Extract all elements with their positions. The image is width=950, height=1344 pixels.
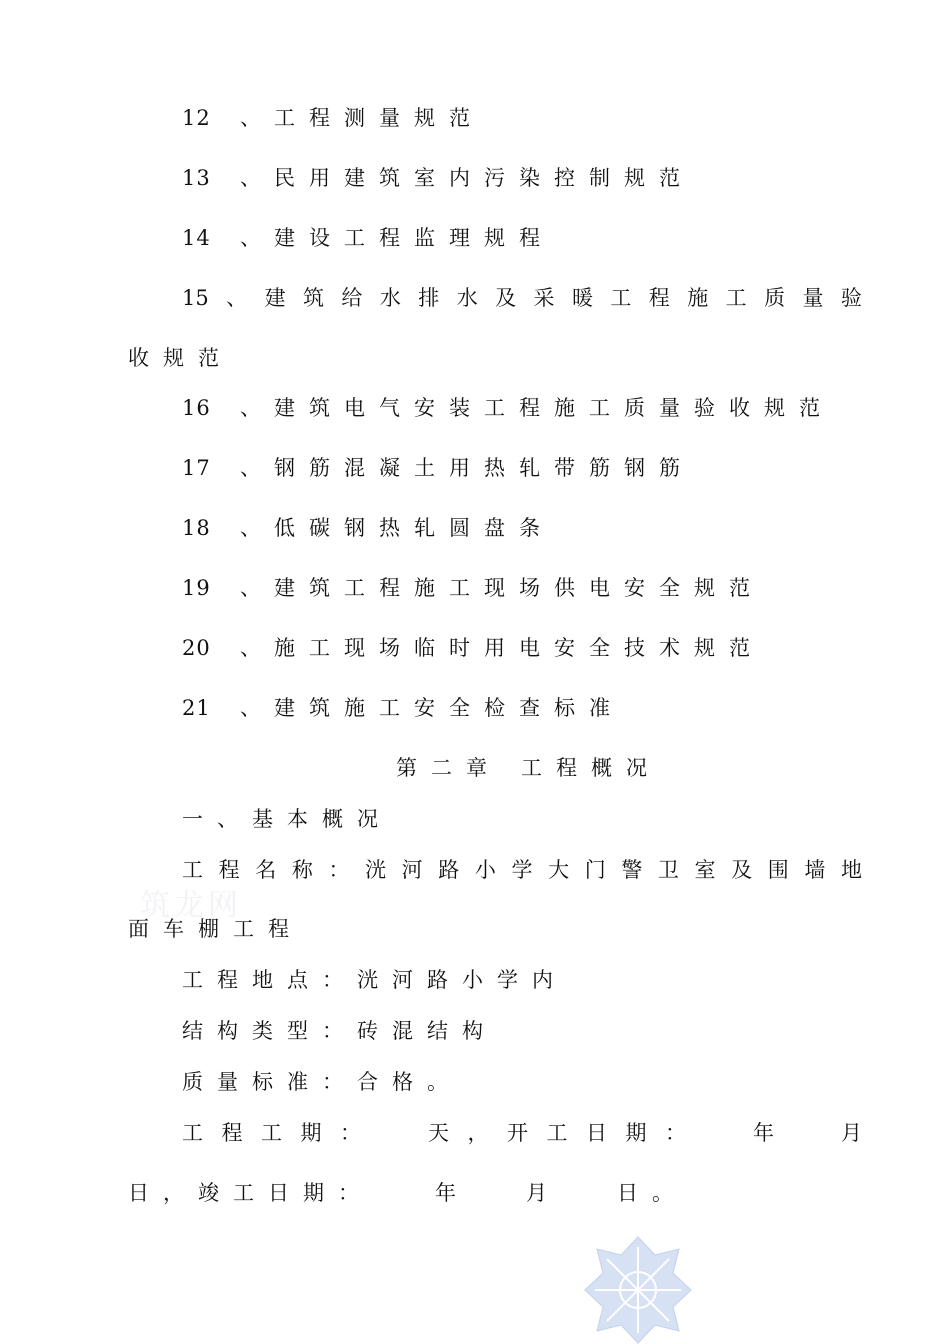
structure-type: 结构类型：砖混结构: [182, 1019, 497, 1043]
end-year-unit: 年: [435, 1181, 456, 1205]
end-day-unit: 日。: [617, 1181, 687, 1205]
project-name-continuation: 面车棚工程: [128, 917, 303, 941]
item-text-char: 工: [725, 286, 747, 310]
project-name-value-char: 墙: [804, 858, 826, 882]
item-text-char: 暖: [571, 286, 593, 310]
project-name-value-char: 及: [731, 858, 753, 882]
project-name-label-char: 程: [218, 858, 240, 882]
list-item: [182, 284, 862, 312]
list-item: 13 、 民用建筑室内污染控制规范: [182, 166, 694, 190]
start-day-unit: 日，: [128, 1181, 198, 1205]
project-name-value-char: 卫: [657, 858, 679, 882]
project-name-label-char: 名: [255, 858, 277, 882]
project-name-value-char: 路: [438, 858, 460, 882]
project-name-value-char: 小: [474, 858, 496, 882]
item-text-char: 及: [495, 286, 517, 310]
duration-line: [182, 1119, 862, 1147]
start-month-unit: 月: [841, 1121, 862, 1145]
project-name-value-char: 地: [840, 858, 862, 882]
chapter-title: 工程概况: [521, 756, 661, 780]
item-text-char: 排: [418, 286, 440, 310]
item-text-char: 水: [456, 286, 478, 310]
start-date-label-char: 日: [586, 1121, 607, 1145]
item-text-char: 给: [341, 286, 363, 310]
list-item: 20 、 施工现场临时用电安全技术规范: [182, 636, 764, 660]
start-date-label-char: 开: [507, 1121, 528, 1145]
duration-label-char: 工: [261, 1121, 282, 1145]
duration-unit-char: 天: [428, 1121, 449, 1145]
project-name-value-char: 警: [621, 858, 643, 882]
project-name-label-char: 工: [182, 858, 203, 882]
project-name-value-char: 河: [401, 858, 423, 882]
list-item: 12 、 工程测量规范: [182, 106, 484, 130]
project-name-value-char: 围: [767, 858, 789, 882]
item-text-char: 工: [610, 286, 632, 310]
project-name-label-char: ：: [328, 858, 350, 882]
duration-label-char: 工: [182, 1121, 203, 1145]
project-name-value-char: 门: [584, 858, 606, 882]
start-date-label-char: 期: [625, 1121, 647, 1145]
duration-label-char: 期: [300, 1121, 322, 1145]
list-item: 14 、 建设工程监理规程: [182, 226, 554, 250]
quality-standard: 质量标准：合格。: [182, 1070, 462, 1094]
project-name-value-char: 大: [548, 858, 570, 882]
zhulong-logo-icon: [583, 1235, 693, 1344]
item-text-char: 质: [764, 286, 786, 310]
end-date-label: 竣工日期：: [198, 1181, 373, 1205]
item-text-char: 程: [648, 286, 670, 310]
start-year-unit: 年: [753, 1121, 774, 1145]
list-item-continuation: 收规范: [128, 346, 233, 370]
item-separator: 、: [226, 286, 248, 310]
list-item: 21 、 建筑施工安全检查标准: [182, 696, 624, 720]
project-name-value-char: 学: [511, 858, 533, 882]
duration-label-char: ：: [340, 1121, 361, 1145]
section-heading: 一、基本概况: [182, 807, 392, 831]
item-text-char: 筑: [303, 286, 324, 310]
project-name-label-char: 称: [291, 858, 313, 882]
list-item: 19 、 建筑工程施工现场供电安全规范: [182, 576, 764, 600]
item-text-char: 水: [379, 286, 401, 310]
duration-label-char: 程: [221, 1121, 243, 1145]
item-number: 15: [182, 286, 209, 310]
chapter-number: 第二章: [396, 756, 501, 780]
start-date-label-char: ：: [665, 1121, 686, 1145]
item-text-char: 施: [687, 286, 709, 310]
project-location: 工程地点：洸河路小学内: [182, 968, 567, 992]
project-name-value-char: 室: [694, 858, 716, 882]
list-item: 17 、 钢筋混凝土用热轧带筋钢筋: [182, 456, 694, 480]
chapter-heading: [396, 754, 661, 782]
item-text-char: 采: [533, 286, 555, 310]
end-date-line: [128, 1179, 687, 1207]
project-name-line: [182, 856, 862, 884]
list-item: 18 、 低碳钢热轧圆盘条: [182, 516, 554, 540]
item-text-char: 建: [264, 286, 286, 310]
list-item: 16 、 建筑电气安装工程施工质量验收规范: [182, 396, 834, 420]
start-date-label-char: 工: [546, 1121, 568, 1145]
item-text-char: 验: [840, 286, 862, 310]
item-text-char: 量: [802, 286, 824, 310]
end-month-unit: 月: [526, 1181, 547, 1205]
duration-unit-char: ，: [467, 1121, 489, 1145]
project-name-value-char: 洸: [365, 858, 387, 882]
watermark-text: 筑龙网: [140, 888, 242, 923]
